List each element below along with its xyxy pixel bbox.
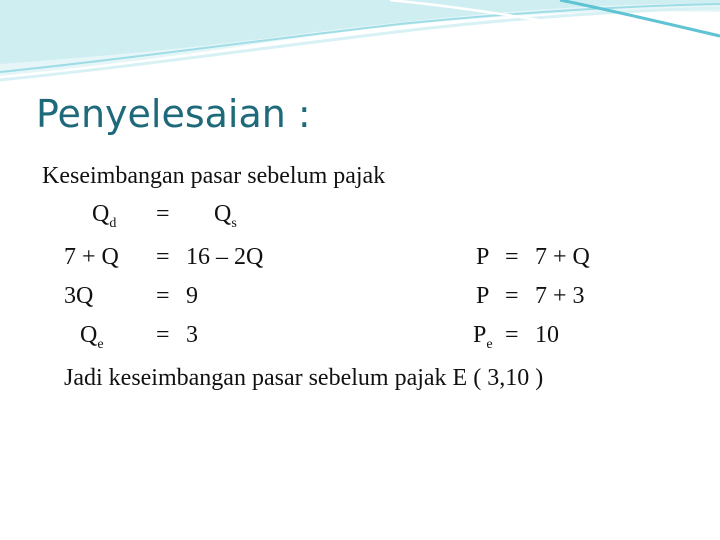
right-eq1-lhs: P <box>476 244 490 270</box>
right-eq3-equals: = <box>505 322 519 348</box>
left-eq1-lhs: $Q_d$ <box>92 201 117 231</box>
left-eq2-rhs: 16 – 2Q <box>186 244 264 270</box>
header-wave-decoration <box>0 0 720 90</box>
left-eq4-equals: = <box>156 322 170 348</box>
right-eq3-rhs: 10 <box>535 322 559 348</box>
left-eq3-rhs: 9 <box>186 283 198 309</box>
right-eq2-rhs: 7 + 3 <box>535 283 585 309</box>
right-eq3-lhs: $P_e$ <box>473 322 493 352</box>
right-eq1-rhs: 7 + Q <box>535 244 590 270</box>
left-eq2-lhs: 7 + Q <box>64 244 119 270</box>
left-eq2-equals: = <box>156 244 170 270</box>
slide-title: Penyelesaian : <box>36 92 311 136</box>
right-eq2-lhs: P <box>476 283 490 309</box>
left-eq1-rhs: $Q_s$ <box>214 201 237 231</box>
left-eq4-rhs: 3 <box>186 322 198 348</box>
left-eq4-lhs: $Q_e$ <box>80 322 104 352</box>
left-eq1-equals: = <box>156 201 170 227</box>
right-eq2-equals: = <box>505 283 519 309</box>
left-eq3-lhs: 3Q <box>64 283 94 309</box>
conclusion-text: Jadi keseimbangan pasar sebelum pajak E ( 3,10 ) <box>64 365 544 391</box>
right-eq1-equals: = <box>505 244 519 270</box>
left-eq3-equals: = <box>156 283 170 309</box>
intro-heading: Keseimbangan pasar sebelum pajak <box>42 163 386 189</box>
